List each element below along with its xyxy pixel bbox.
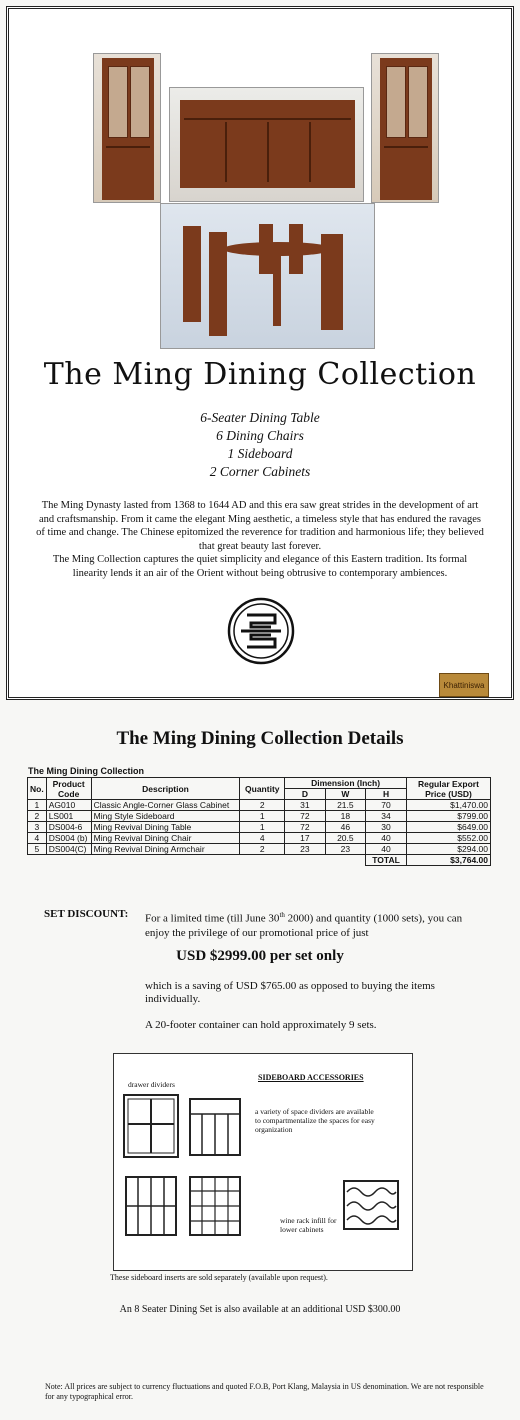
col-quantity: Quantity [240, 778, 285, 800]
table-row: 2 LS001 Ming Style Sideboard 1 72 18 34 $799.00 [28, 811, 491, 822]
divider-ten-slot-icon [125, 1176, 177, 1236]
sideboard-photo [169, 87, 364, 202]
table-row: 4 DS004 (b) Ming Revival Dining Chair 4 17 20.5 40 $552.00 [28, 833, 491, 844]
col-no: No. [28, 778, 47, 800]
collection-items [9, 409, 511, 481]
drawer-dividers-label: drawer dividers [128, 1080, 175, 1089]
col-dimension: Dimension (Inch) [285, 778, 407, 789]
promo-price: USD $2999.00 per set only [176, 948, 344, 964]
brand-logo: Khattiniswa [439, 673, 489, 697]
table-row: 1 AG010 Classic Angle-Corner Glass Cabinet 2 31 21.5 70 $1,470.00 [28, 800, 491, 811]
col-d: D [285, 789, 325, 800]
col-price: Regular Export Price (USD) [406, 778, 490, 800]
poster-title: The Ming Dining Collection [43, 357, 477, 392]
paragraph-history: The Ming Dynasty lasted from 1368 to 1644 AD and this era saw great strides in the development of art and craftsmanship. From it came the elegant Ming aesthetic, a timeless style that has endured the ravages of time and change. The Chinese epitomized the reverence for tradition and harmonious life; they believed that great beauty last forever. [36, 500, 484, 552]
accessories-title: SIDEBOARD ACCESSORIES [258, 1073, 364, 1082]
col-h: H [366, 789, 407, 800]
footnote: Note: All prices are subject to currency fluctuations and quoted F.O.B, Port Klang, Malaysia in US denomination. We are not responsible for any typographical error. [45, 1382, 484, 1401]
item-line: 6-Seater Dining Table [200, 410, 320, 425]
wine-rack-icon [343, 1180, 399, 1230]
inserts-note: These sideboard inserts are sold separately (available upon request). [110, 1273, 328, 1282]
divider-mixed-grid-icon [189, 1098, 241, 1156]
total-row [28, 855, 491, 866]
table-caption: The Ming Dining Collection [28, 766, 144, 776]
set-discount-label: SET DISCOUNT: [44, 908, 129, 920]
ming-seal-icon [227, 597, 295, 665]
saving-text: which is a saving of USD $765.00 as opposed to buying the items individually. [145, 980, 435, 1005]
col-w: W [325, 789, 366, 800]
container-text: A 20-footer container can hold approximately 9 sets. [145, 1019, 377, 1031]
divider-4-grid-icon [123, 1094, 179, 1158]
divider-small-grid-icon [189, 1176, 241, 1236]
details-heading: The Ming Dining Collection Details [116, 728, 404, 749]
set-discount-text: For a limited time (till June 30th 2000) and quantity (1000 sets), you can enjoy the privilege of our promotional price of just [145, 911, 463, 939]
item-line: 6 Dining Chairs [216, 428, 304, 443]
table-row: 3 DS004-6 Ming Revival Dining Table 1 72 46 30 $649.00 [28, 822, 491, 833]
eight-seater-note: An 8 Seater Dining Set is also available at an additional USD $300.00 [119, 1304, 401, 1315]
col-code: Product Code [46, 778, 91, 800]
item-line: 1 Sideboard [227, 446, 293, 461]
item-line: 2 Corner Cabinets [209, 464, 311, 479]
paragraph-collection: The Ming Collection captures the quiet simplicity and elegance of this Eastern tradition. Its formal linearity lends it an air of the Orient without being obtrusive to contemporary ambiences. [52, 554, 468, 579]
corner-cabinet-photo-right [371, 53, 439, 203]
total-label: TOTAL [366, 855, 407, 866]
dividers-description: a variety of space dividers are available to compartmentalize the spaces for easy organization [255, 1107, 375, 1134]
price-table [27, 777, 491, 866]
collection-poster [6, 6, 514, 700]
col-description: Description [91, 778, 240, 800]
total-value: $3,764.00 [406, 855, 490, 866]
corner-cabinet-photo-left [93, 53, 161, 203]
table-row: 5 DS004(C) Ming Revival Dining Armchair 2 23 23 40 $294.00 [28, 844, 491, 855]
description-text [35, 499, 485, 580]
wine-rack-label: wine rack infill for lower cabinets [280, 1216, 337, 1234]
dining-set-photo [160, 203, 375, 349]
